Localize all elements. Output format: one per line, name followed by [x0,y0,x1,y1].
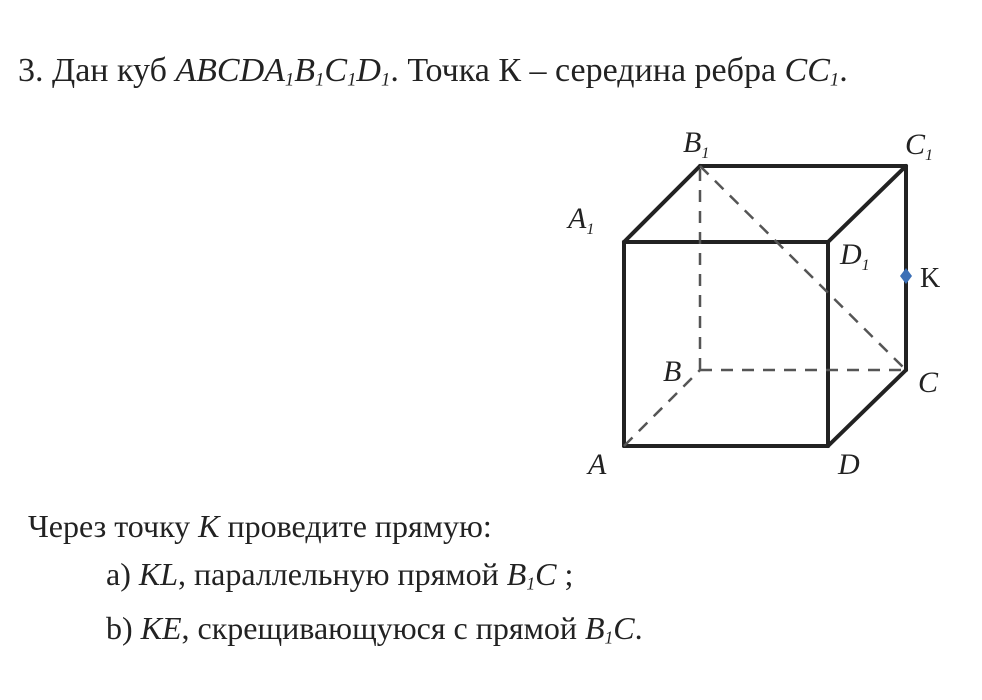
label-c1: $C_1$ [905,128,934,164]
label-a: A [588,448,607,481]
label-d: D [838,448,860,481]
edge-d-c [828,370,906,446]
point-k-marker [900,268,912,284]
edge-a1-b1 [624,166,700,242]
task-item-a: a) KL, параллельную прямой $B_1C$ ; [106,556,574,594]
label-d1: $D_1$ [840,238,870,274]
edge-name: $CC_1$ [784,52,840,91]
task-intro: Через точку K проведите прямую: [28,508,492,544]
problem-text-start: Дан куб [52,52,167,89]
problem-text-mid: . Точка К – середина ребра [390,52,777,89]
label-c: C [918,366,939,399]
label-b: B [663,355,682,388]
label-b1: $B_1$ [683,126,710,162]
problem-number: 3. [18,52,44,89]
label-k: K [920,263,941,294]
task-item-b: b) KE, скрещивающуюся с прямой $B_1C$. [106,610,643,648]
label-a1: $A_1$ [568,202,595,238]
problem-text-end: . [839,52,848,89]
cube-name: $ABCDA_1B_1C_1D_1$ [175,52,391,91]
edge-d1-c1 [828,166,906,242]
hidden-edge-a-b [624,370,700,446]
